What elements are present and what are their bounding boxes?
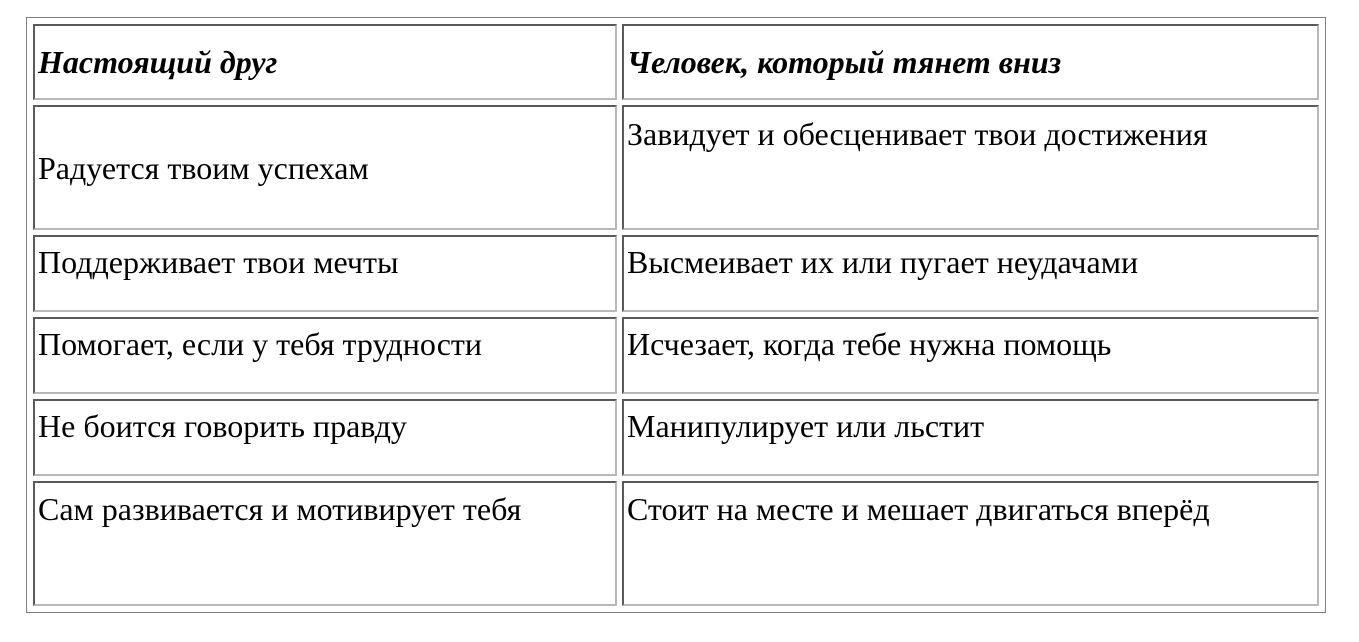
row-4-right-cell: Манипулирует или льстит — [622, 399, 1319, 476]
table-row — [33, 317, 1319, 394]
table-row — [33, 105, 1319, 230]
row-2-left-cell: Поддерживает твои мечты — [33, 235, 617, 312]
header-person-pulls-down: Человек, который тянет вниз — [622, 24, 1319, 100]
comparison-table-frame — [26, 17, 1326, 613]
row-2-right-cell: Высмеивает их или пугает неудачами — [622, 235, 1319, 312]
row-3-right-cell: Исчезает, когда тебе нужна помощь — [622, 317, 1319, 394]
row-5-left-cell: Сам развивается и мотивирует тебя — [33, 481, 617, 606]
header-true-friend: Настоящий друг — [33, 24, 617, 100]
table-header-row — [33, 24, 1319, 100]
row-3-left-cell: Помогает, если у тебя трудности — [33, 317, 617, 394]
table-row — [33, 481, 1319, 606]
row-1-left-cell: Радуется твоим успехам — [33, 105, 617, 230]
row-4-left-cell: Не боится говорить правду — [33, 399, 617, 476]
comparison-table — [28, 19, 1324, 611]
row-1-right-cell: Завидует и обесценивает твои достижения — [622, 105, 1319, 230]
table-row — [33, 399, 1319, 476]
row-5-right-cell: Стоит на месте и мешает двигаться вперёд — [622, 481, 1319, 606]
table-row — [33, 235, 1319, 312]
